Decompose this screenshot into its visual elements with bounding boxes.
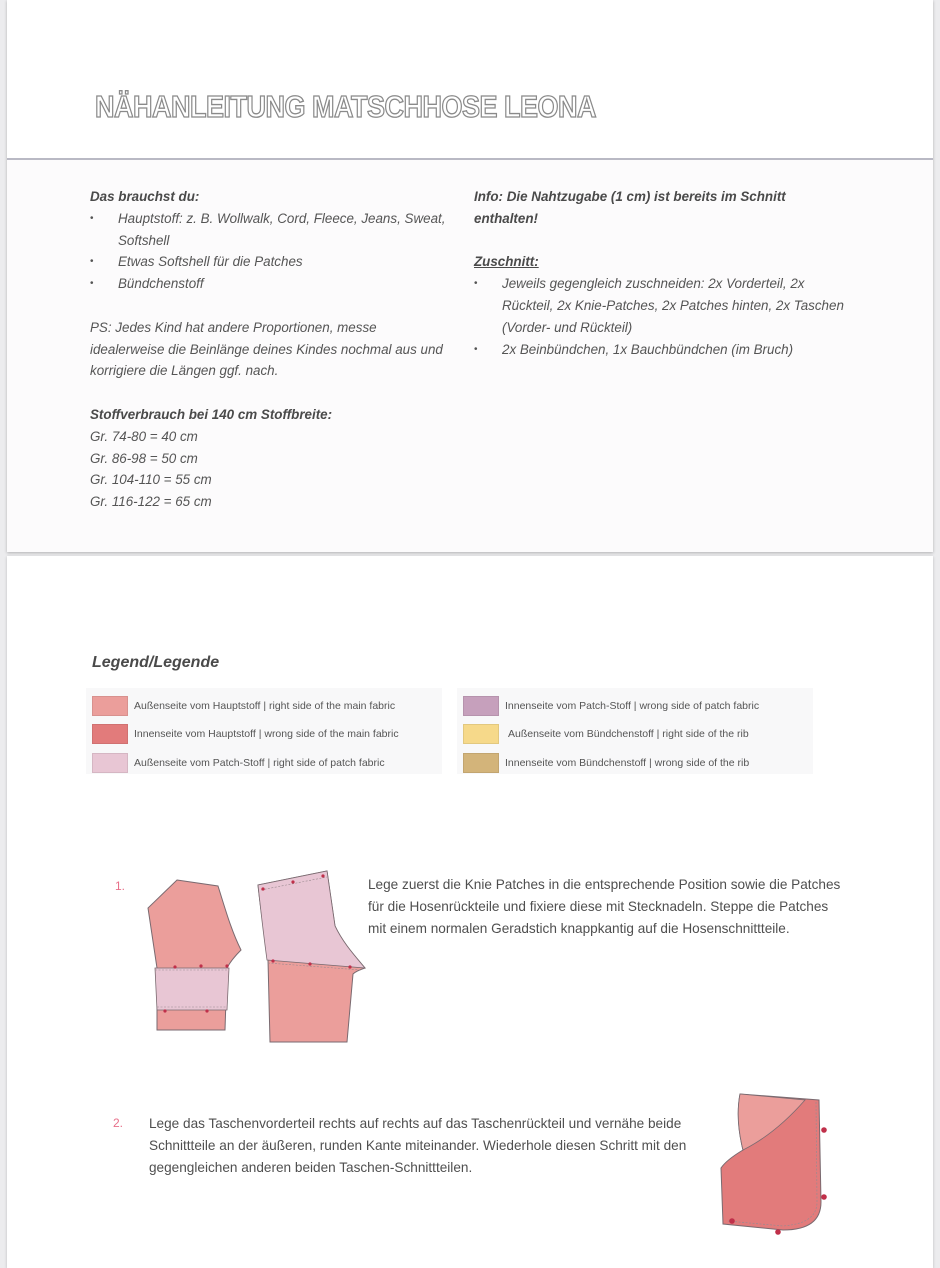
step-text: Lege zuerst die Knie Patches in die entsprechende Position sowie die Patches für die Hosenrückteile und fixiere diese mit Stecknadeln. Steppe die Patches mit einem normalen Geradstich knappkantig auf die Hosenschnittteile. [368, 877, 841, 936]
list-item: • Hauptstoff: z. B. Wollwalk, Cord, Fleece, Jeans, Sweat, Softshell [90, 208, 460, 252]
swatch-main-right [92, 696, 128, 716]
legend-label: Außenseite vom Patch-Stoff | right side of patch fabric [134, 757, 385, 769]
swatch-main-wrong [92, 724, 128, 744]
step-text: Lege das Taschenvorderteil rechts auf rechts auf das Taschenrückteil und vernähe beide Schnittteile an der äußeren, runden Kante miteinander. Wiederhole diesen Schritt mit den gegengleichen anderen beiden Taschen-Schnittteilen. [149, 1116, 687, 1175]
front-trouser-piece [148, 880, 241, 1030]
legend-label: Innenseite vom Patch-Stoff | wrong side of patch fabric [505, 700, 760, 712]
legend-item [92, 753, 385, 773]
page-header [7, 0, 933, 158]
swatch-patch-wrong [463, 696, 499, 716]
legend-label: Innenseite vom Hauptstoff | wrong side of the main fabric [134, 728, 399, 740]
list-item: • Etwas Softshell für die Patches [90, 251, 460, 273]
needs-heading: Das brauchst du: [90, 189, 200, 204]
legend-item [92, 724, 399, 744]
step-number: 2. [113, 1116, 124, 1130]
needs-list [90, 208, 460, 295]
legend-item [92, 696, 395, 716]
info-note: Info: Die Nahtzugabe (1 cm) ist bereits im Schnitt enthalten! [474, 189, 786, 226]
legend-item [463, 696, 759, 716]
step-two-illustration [713, 1086, 839, 1236]
fabric-usage-row: Gr. 116-122 = 65 cm [90, 494, 212, 510]
legend-item [463, 753, 749, 773]
page-two [7, 556, 933, 1268]
step-one-illustration [145, 868, 375, 1044]
fabric-usage-heading: Stoffverbrauch bei 140 cm Stoffbreite: [90, 406, 333, 422]
legend-label: Innenseite vom Bündchenstoff | wrong side of the rib [505, 757, 750, 769]
cutting-list [474, 273, 844, 360]
legend-title: Legend/Legende [92, 654, 220, 671]
right-column [474, 186, 844, 360]
fabric-usage-row: Gr. 74-80 = 40 cm [90, 428, 198, 444]
list-item: • 2x Beinbündchen, 1x Bauchbündchen (im Bruch) [474, 339, 844, 361]
fabric-usage-row: Gr. 86-98 = 50 cm [90, 450, 198, 466]
cutting-heading: Zuschnitt: [474, 254, 539, 270]
list-item: • Jeweils gegengleich zuschneiden: 2x Vorderteil, 2x Rückteil, 2x Knie-Patches, 2x Patches hinten, 2x Taschen (Vorder- und Rückteil) [474, 273, 844, 338]
left-column [90, 186, 460, 513]
step-number: 1. [115, 879, 126, 893]
page-one [7, 0, 933, 552]
document-title: NÄHANLEITUNG MATSCHHOSE LEONA [95, 90, 596, 124]
ps-note: PS: Jedes Kind hat andere Proportionen, messe idealerweise die Beinlänge deines Kindes nochmal aus und korrigiere die Längen ggf. nach. [90, 319, 443, 379]
legend-item [463, 724, 749, 744]
list-item: • Bündchenstoff [90, 273, 460, 295]
swatch-patch-right [92, 753, 128, 773]
legend-label: Außenseite vom Hauptstoff | right side of the main fabric [134, 700, 396, 712]
back-trouser-piece [258, 871, 365, 1042]
swatch-rib-right [463, 724, 499, 744]
legend-label: Außenseite vom Bündchenstoff | right side of the rib [508, 728, 749, 740]
fabric-usage-row: Gr. 104-110 = 55 cm [90, 472, 212, 488]
swatch-rib-wrong [463, 753, 499, 773]
